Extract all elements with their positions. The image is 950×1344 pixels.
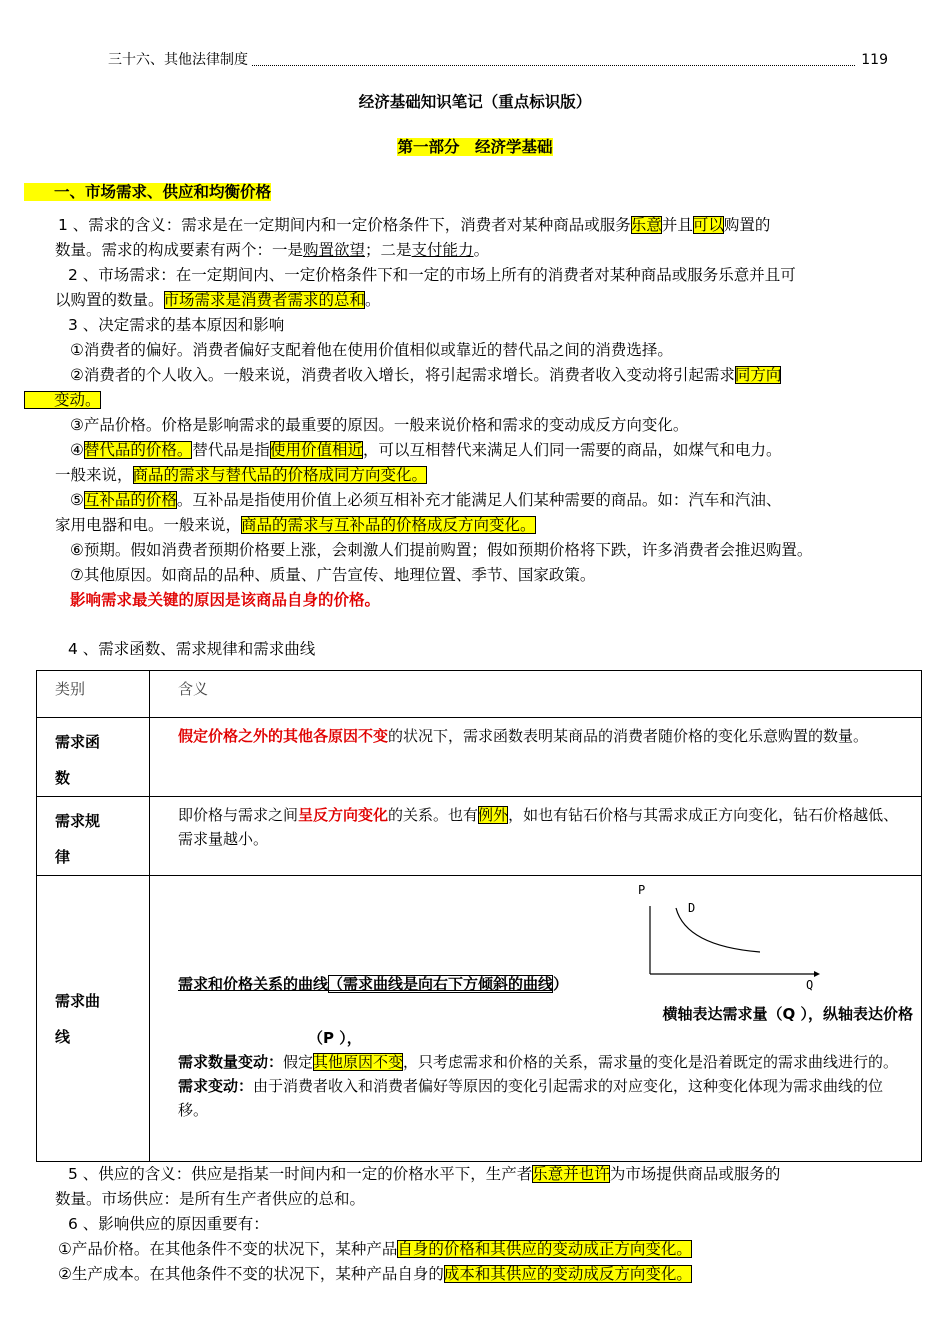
paragraph-5-line-2: 数量。市场供应：是所有生产者供应的总和。	[55, 1190, 366, 1208]
paragraph-3-title: 3 、决定需求的基本原因和影响	[68, 316, 285, 334]
row-demand-function-name: 需求函数	[37, 718, 150, 797]
list-item-1: ①消费者的偏好。消费者偏好支配着他在使用价值相似或靠近的替代品之间的消费选择。	[70, 341, 673, 359]
row-demand-function-meaning: 假定价格之外的其他各原因不变的状况下，需求函数表明某商品的消费者随价格的变化乐意购置的数量。	[150, 718, 922, 797]
paragraph-1-line-2: 数量。需求的构成要素有两个：一是购置欲望；二是支付能力。	[55, 241, 490, 259]
quantity-change-text: 需求数量变动：假定其他原因不变，只考虑需求和价格的关系，需求量的变化是沿着既定的需求曲线进行的。	[178, 1053, 899, 1071]
demand-table	[36, 670, 922, 1162]
demand-curve-graph	[620, 882, 820, 992]
part-title	[0, 135, 950, 157]
list-item-2-line-2: 变动。	[24, 389, 101, 411]
toc-leader-dots	[252, 54, 855, 66]
supply-factor-2: ②生产成本。在其他条件不变的状况下，某种产品自身的成本和其供应的变动成反方向变化。	[58, 1265, 692, 1283]
paragraph-5-line-1: 5 、供应的含义：供应是指某一时间内和一定的价格水平下，生产者乐意并也许为市场提供商品或服务的	[68, 1165, 781, 1183]
d-curve-label: D	[688, 901, 696, 915]
list-item-4-line-1: ④替代品的价格。替代品是指使用价值相近，可以互相替代来满足人们同一需要的商品，如煤气和电力。	[70, 441, 782, 459]
table-row	[37, 718, 922, 797]
paragraph-2-line-2: 以购置的数量。市场需求是消费者需求的总和。	[55, 291, 381, 309]
section-heading-text: 一、市场需求、供应和均衡价格	[24, 183, 271, 201]
paragraph-1-line-1: 1 、需求的含义：需求是在一定期间内和一定价格条件下，消费者对某种商品或服务乐意并且可以购置的	[58, 216, 771, 234]
curve-heading: 需求和价格关系的曲线（需求曲线是向右下方倾斜的曲线）	[178, 975, 569, 993]
list-item-7: ⑦其他原因。如商品的品种、质量、广告宣传、地理位置、季节、国家政策。	[70, 566, 596, 584]
row-demand-law-name: 需求规律	[37, 797, 150, 876]
list-item-6: ⑥预期。假如消费者预期价格要上涨，会刺激人们提前购置；假如预期价格将下跌，许多消费者会推迟购置。	[70, 541, 813, 559]
toc-entry-title: 三十六、其他法律制度	[108, 52, 248, 68]
key-point: 影响需求最关键的原因是该商品自身的价格。	[70, 591, 381, 609]
toc-page-number: 119	[861, 52, 888, 68]
document-title: 经济基础知识笔记（重点标识版）	[358, 93, 592, 111]
paragraph-2-line-1: 2 、市场需求：在一定期间内、一定价格条件下和一定的市场上所有的消费者对某种商品或服务乐意并且可	[68, 266, 796, 284]
highlight-willing: 乐意	[630, 216, 662, 234]
q-axis-label: Q	[806, 978, 814, 992]
axis-description-cont: （P ），	[308, 1029, 362, 1047]
row-demand-curve-meaning	[150, 876, 922, 1162]
quantity-axis-arrow	[814, 971, 820, 977]
axis-description: 横轴表达需求量（Q ），纵轴表达价格	[662, 1005, 913, 1023]
list-item-5-line-1: ⑤互补品的价格。互补品是指使用价值上必须互相补充才能满足人们某种需要的商品。如：汽车和汽油、	[70, 491, 782, 509]
p-axis-label: P	[638, 883, 646, 897]
demand-shift-text: 需求变动：由于消费者收入和消费者偏好等原因的变化引起需求的对应变化，这种变化体现为需求曲线的位移。	[178, 1077, 884, 1119]
table-header-meaning: 含义	[150, 671, 922, 718]
toc-entry[interactable]	[108, 50, 888, 70]
paragraph-4-title: 4 、需求函数、需求规律和需求曲线	[68, 640, 316, 658]
row-demand-curve-name: 需求曲线	[37, 876, 150, 1162]
table-row	[37, 797, 922, 876]
row-demand-law-meaning: 即价格与需求之间呈反方向变化的关系。也有例外，如也有钻石价格与其需求成正方向变化，钻石价格越低、需求量越小。	[150, 797, 922, 876]
table-row	[37, 876, 922, 1162]
paragraph-6-title: 6 、影响供应的原因重要有：	[68, 1215, 269, 1233]
table-header-row	[37, 671, 922, 718]
supply-factor-1: ①产品价格。在其他条件不变的状况下，某种产品自身的价格和其供应的变动成正方向变化。	[58, 1240, 692, 1258]
list-item-4-line-2: 一般来说，商品的需求与替代品的价格成同方向变化。	[55, 466, 428, 484]
list-item-3: ③产品价格。价格是影响需求的最重要的原因。一般来说价格和需求的变动成反方向变化。	[70, 416, 689, 434]
list-item-5-line-2: 家用电器和电。一般来说，商品的需求与互补品的价格成反方向变化。	[55, 516, 536, 534]
section-heading	[24, 181, 271, 203]
highlight-able: 可以	[692, 216, 724, 234]
table-header-category: 类别	[37, 671, 150, 718]
list-item-2-line-1: ②消费者的个人收入。一般来说，消费者收入增长，将引起需求增长。消费者收入变动将引起需求同方向	[70, 366, 782, 384]
part-title-text: 第一部分 经济学基础	[397, 138, 553, 156]
